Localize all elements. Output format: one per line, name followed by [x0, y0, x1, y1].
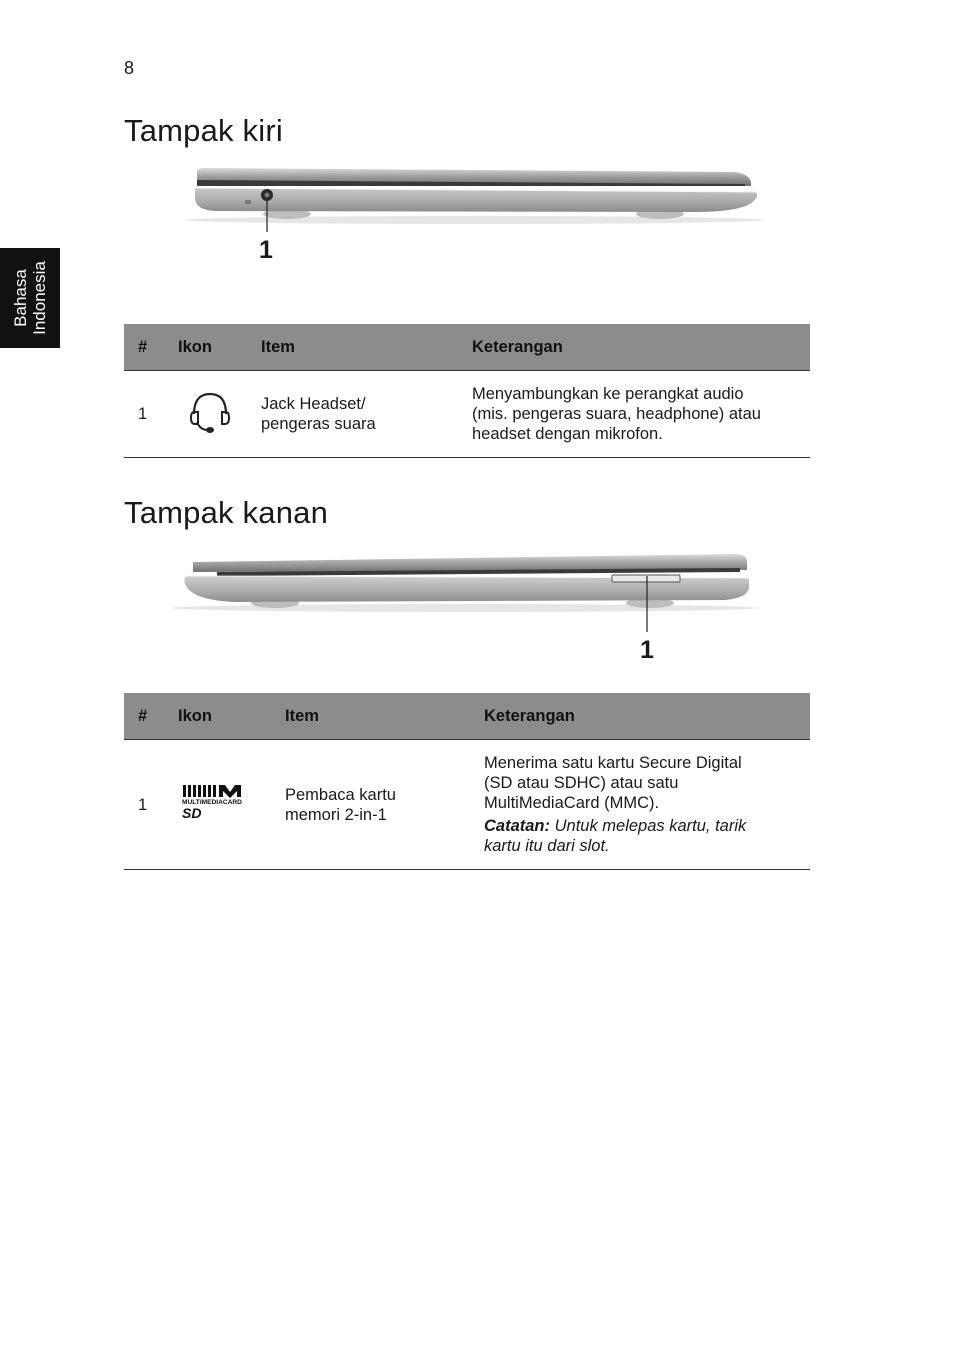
- multimediacard-sd-icon: [181, 782, 247, 822]
- table-header-row: [124, 693, 810, 740]
- description-cell: [484, 740, 810, 870]
- description-cell: [472, 371, 810, 458]
- section-title-left-view: Tampak kiri: [124, 113, 283, 148]
- item-line-2: memori 2-in-1: [285, 805, 387, 824]
- laptop-left-side-image: [175, 162, 775, 237]
- table-header-row: [124, 324, 810, 371]
- callout-left-1: 1: [259, 236, 273, 264]
- item-line-2: pengeras suara: [261, 415, 376, 433]
- side-tab-line-1: Bahasa: [11, 269, 30, 327]
- header-item: Item: [285, 693, 484, 740]
- header-number: #: [124, 693, 178, 740]
- description-line-2: (SD atau SDHC) atau satu: [484, 774, 679, 792]
- description-line-1: Menerima satu kartu Secure Digital: [484, 754, 742, 772]
- header-description: Keterangan: [484, 693, 810, 740]
- description-line-1: Menyambungkan ke perangkat audio: [472, 385, 744, 403]
- icon-cell: [178, 371, 261, 458]
- mmc-logo-text: MULTIMEDIACARD: [182, 799, 242, 806]
- row-number: 1: [124, 740, 178, 870]
- row-number: 1: [124, 371, 178, 458]
- header-item: Item: [261, 324, 472, 371]
- right-view-table: [124, 693, 810, 870]
- header-icon: Ikon: [178, 693, 285, 740]
- page-number: 8: [124, 58, 135, 78]
- left-view-table: [124, 324, 810, 458]
- description-line-3: headset dengan mikrofon.: [472, 425, 663, 443]
- description-line-2: (mis. pengeras suara, headphone) atau: [472, 405, 761, 423]
- note-text-1: Untuk melepas kartu, tarik: [554, 817, 747, 835]
- note-text-2: kartu itu dari slot.: [484, 837, 610, 855]
- header-icon: Ikon: [178, 324, 261, 371]
- callout-right-1: 1: [640, 636, 654, 664]
- item-cell: [261, 371, 472, 458]
- item-line-1: Jack Headset/: [261, 395, 366, 413]
- note-label: Catatan:: [484, 817, 551, 835]
- table-row: [124, 371, 810, 458]
- language-side-tab: [0, 248, 60, 348]
- note-line-1: [484, 816, 810, 836]
- side-tab-line-2: Indonesia: [30, 261, 49, 335]
- item-line-1: Pembaca kartu: [285, 785, 396, 804]
- header-description: Keterangan: [472, 324, 810, 371]
- table-row: [124, 740, 810, 870]
- icon-cell: [178, 740, 285, 870]
- laptop-right-side-image: [165, 548, 770, 638]
- description-line-3: MultiMediaCard (MMC).: [484, 794, 660, 812]
- sd-logo-text: SD: [182, 805, 202, 821]
- header-number: #: [124, 324, 178, 371]
- item-cell: [285, 740, 484, 870]
- headset-icon: [188, 388, 232, 436]
- section-title-right-view: Tampak kanan: [124, 495, 329, 530]
